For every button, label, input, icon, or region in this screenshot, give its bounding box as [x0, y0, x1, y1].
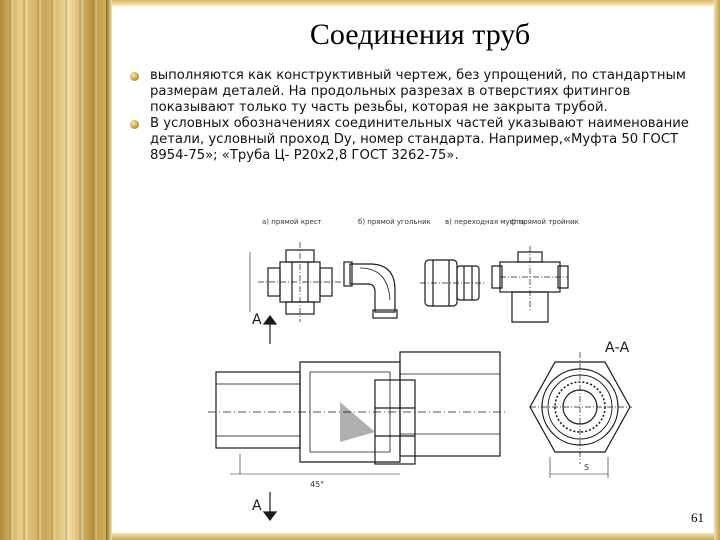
- bullet-dot-icon: [130, 72, 139, 81]
- cross-fitting: [250, 242, 342, 322]
- bullet-text: выполняются как конструктивный чертеж, без упрощений, по стандартным размерам деталей. На продольных разрезах в отверстиях фитингов показывают только ту часть резьбы, которая не закрыта трубой.: [150, 68, 686, 115]
- page-number: 61: [691, 510, 704, 525]
- reducer-coupling: [420, 260, 485, 306]
- bullet-dot-icon: [130, 120, 139, 129]
- tee-fitting: [492, 246, 568, 322]
- section-arrow-top: [252, 312, 276, 344]
- caption-tee: г) прямой тройник: [510, 218, 579, 226]
- section-aa-view: [530, 352, 632, 478]
- section-title-aa: А-А: [605, 340, 630, 356]
- gold-striped-border: [0, 0, 112, 540]
- caption-coupling: в) переходная муфта: [445, 218, 525, 226]
- gold-bottom-border: [112, 533, 720, 540]
- assembly-section: [208, 352, 505, 489]
- elbow-fitting: [344, 262, 397, 318]
- bullet-text: В условных обозначениях соединительных частей указывают наименование детали, условный проход Dy, номер стандарта. Например,«Муфта 50 ГОСТ 8954-75»; «Труба Ц- Р20х2,8 ГОСТ 3262-75».: [150, 116, 689, 163]
- gold-top-border: [112, 0, 720, 6]
- section-label-top: А: [252, 312, 262, 328]
- gold-right-border: [714, 0, 720, 540]
- bullet-list: [126, 68, 691, 164]
- bullet-item: [126, 68, 691, 116]
- caption-cross: а) прямой крест: [262, 218, 322, 226]
- pipe-fittings-drawing: [200, 212, 670, 528]
- section-label-bottom: А: [252, 498, 262, 514]
- section-arrow-bottom: [252, 492, 276, 520]
- bullet-item: [126, 116, 691, 164]
- slide-title: Соединения труб: [309, 18, 531, 51]
- caption-elbow: б) прямой угольник: [358, 218, 431, 226]
- svg-text:45°: 45°: [310, 480, 325, 489]
- svg-text:S: S: [584, 463, 590, 472]
